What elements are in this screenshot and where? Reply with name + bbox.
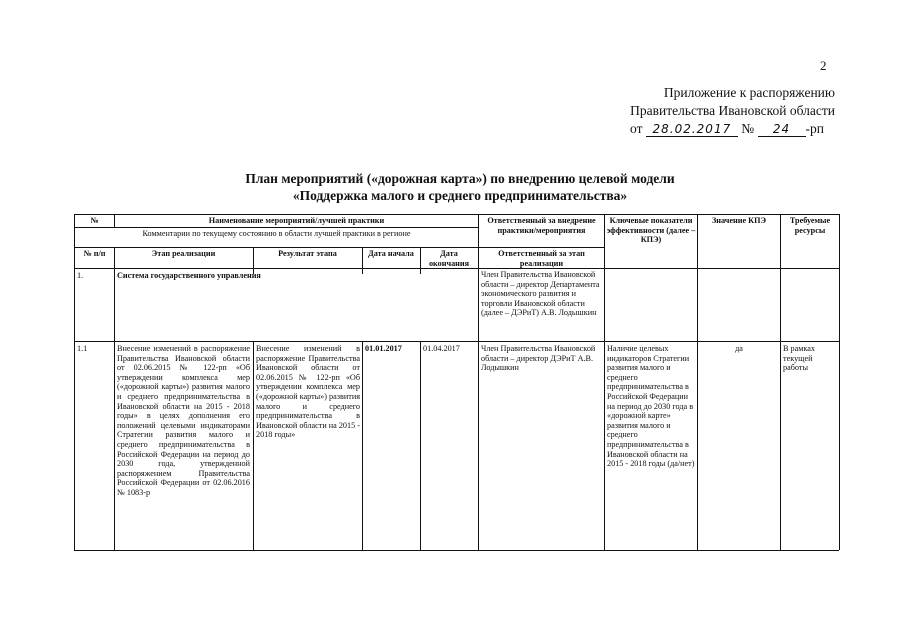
table-vline-end	[478, 214, 479, 550]
section-responsible: Член Правительства Ивановской области – директор Департамента экономического развития и торговли Ивановской области (далее – ДЭРиТ) А.В. Лодышкин	[481, 270, 600, 318]
table-vline-kpi	[697, 214, 698, 550]
table-vline-start	[420, 341, 421, 550]
appendix-line-2: Правительства Ивановской области	[630, 103, 835, 118]
table-border-left	[74, 214, 75, 550]
header-num: №	[90, 216, 99, 225]
table-vline-stage	[253, 341, 254, 550]
table-vline-result	[362, 341, 363, 550]
section-num: 1.	[77, 271, 84, 280]
document-title-line-1: План мероприятий («дорожная карта») по внедрению целевой модели	[245, 171, 675, 186]
header-num-pp: № п/п	[83, 249, 106, 258]
row-stage: Внесение изменений в распоряжение Правительства Ивановской области от 02.06.2015 № 122-рп «Об утверждении комплекса мер («дорожной карты») развития малого и среднего предпринимательства в Ивановской области на 2015 - 2018 годы» в целях дополнения его положений целевыми индикаторами Стратегии развития малого и среднего предпринимательства в Российской Федерации на период до 2030 года, утвержденной распоряжением Правительства Российской Федерации от 02.06.2016 № 1083-р	[117, 344, 250, 497]
section-name: Система государственного управления	[117, 271, 261, 280]
row-kpi: Наличие целевых индикаторов Стратегии развития малого и среднего предпринимательства в Российской Федерации на период до 2030 года в «дорожной карте» развития малого и среднего предпринимательства в Ивановской области на 2015 - 2018 годы (да/нет)	[607, 344, 695, 469]
header-responsible: Ответственный за внедрение практики/мероприятия	[487, 216, 596, 235]
header-kpi-value: Значение КПЭ	[711, 216, 767, 225]
document-title-line-2: «Поддержка малого и среднего предпринимательства»	[292, 188, 628, 203]
appendix-line-1: Приложение к распоряжению	[663, 85, 835, 100]
page-number: 2	[820, 58, 827, 73]
row-date-start: 01.01.2017	[365, 344, 402, 353]
table-border-top	[74, 214, 839, 215]
row-stage-result: Внесение изменений в распоряжение Правительства Ивановской области от 02.06.2015 № 122-рп «Об утверждении комплекса мер («дорожной карты») развития малого и среднего предпринимательства в Ивановской области на 2015 - 2018 годы»	[256, 344, 360, 440]
table-border-bottom	[74, 550, 839, 551]
header-date-end: Дата окончания	[428, 249, 470, 268]
appendix-suffix: -рп	[805, 121, 824, 136]
table-line-header-2	[74, 247, 604, 248]
table-line-section-end	[74, 341, 839, 342]
table-vline-num	[114, 247, 115, 550]
row-responsible: Член Правительства Ивановской области – директор ДЭРиТ А.В. Лодышкин	[481, 344, 596, 373]
row-resources: В рамках текущей работы	[783, 344, 815, 373]
appendix-date-line	[630, 120, 840, 137]
appendix-number-label: №	[741, 121, 755, 136]
appendix-from-label: от	[630, 121, 643, 136]
header-stage: Этап реализации	[151, 249, 216, 258]
row-num: 1.1	[77, 344, 88, 353]
header-resources: Требуемые ресурсы	[789, 216, 831, 235]
table-vline-kpi-value	[780, 214, 781, 550]
row-kpi-value: да	[735, 344, 743, 353]
header-measure-name: Наименование мероприятий/лучшей практики	[208, 216, 385, 225]
row-date-end: 01.04.2017	[423, 344, 460, 353]
table-line-header-1	[74, 227, 478, 228]
header-date-start: Дата начала	[368, 249, 414, 258]
appendix-date: 28.02.2017	[646, 122, 738, 137]
table-border-right	[839, 214, 840, 550]
appendix-number: 24	[758, 122, 806, 137]
header-kpi: Ключевые показатели эффективности (далее – КПЭ)	[606, 216, 696, 245]
header-stage-responsible: Ответственный за этап реализации	[498, 249, 585, 268]
header-stage-result: Результат этапа	[278, 249, 337, 258]
table-vline-responsible	[604, 214, 605, 550]
header-comments: Комментарии по текущему состоянию в области лучшей практики в регионе	[142, 229, 411, 238]
